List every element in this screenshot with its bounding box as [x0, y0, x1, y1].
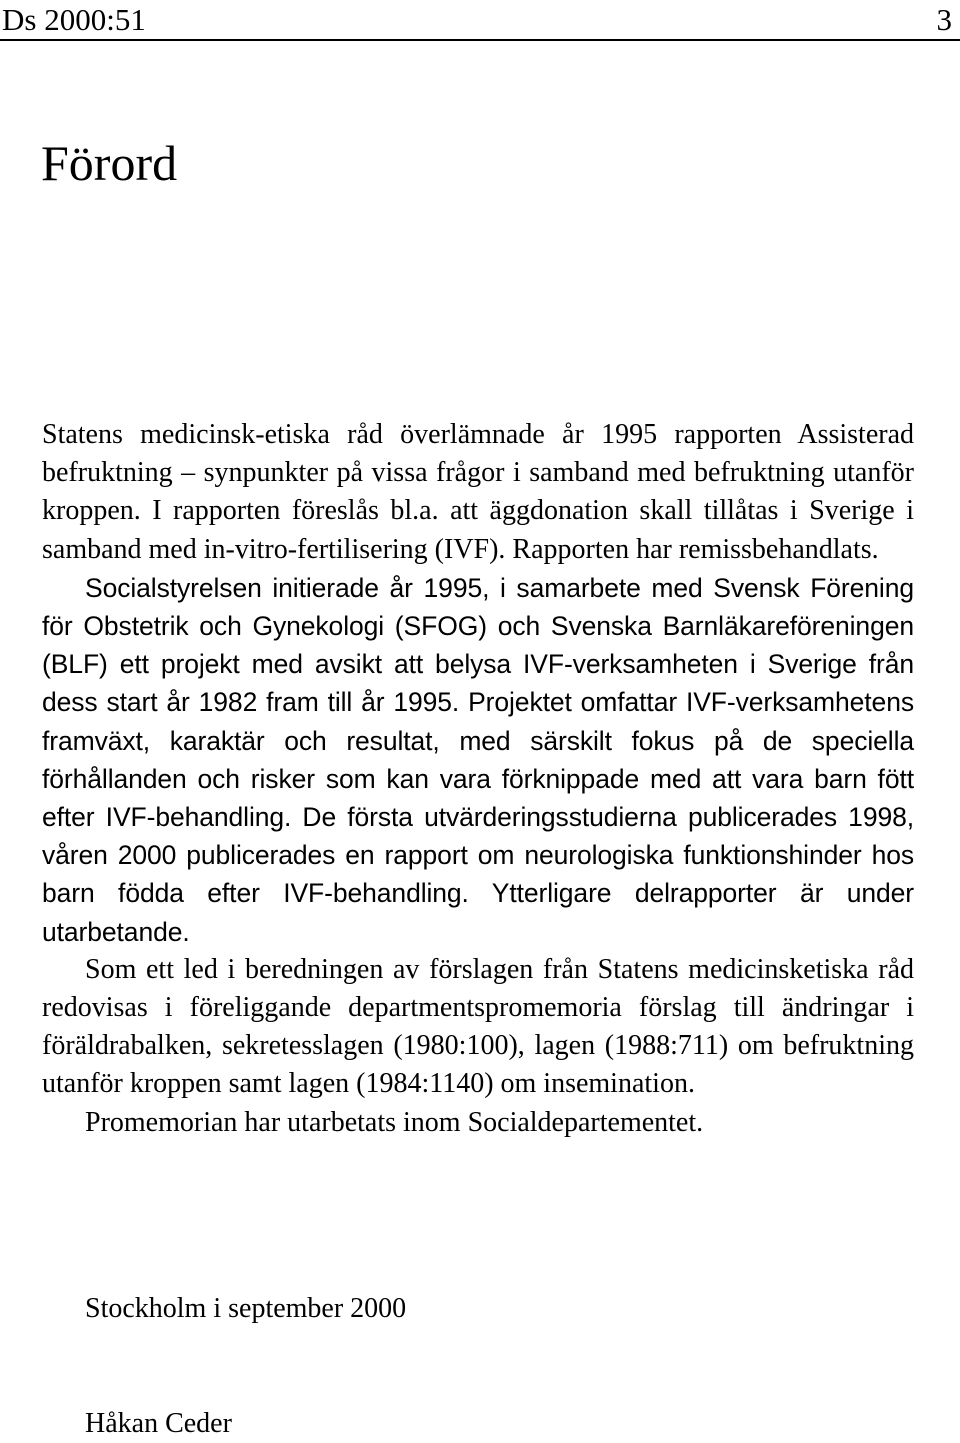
paragraph-authorship: Promemorian har utarbetats inom Socialdepartementet. [85, 1106, 704, 1138]
paragraph-socialstyrelsen: Socialstyrelsen initierade år 1995, i samarbete med Svensk Förening för Obstetrik och Gynekologi (SFOG) och Svenska Barnläkareföreningen (BLF) ett projekt med avsikt att belysa IVF-verksamheten i Sverige från dess start år 1982 fram till år 1995. Projektet omfattar IVF-verksamhetens framväxt, karaktär och resultat, med särskilt fokus på de speciella förhållanden och risker som kan vara förknippade med att vara barn fött efter IVF-behandling. De första utvärderingsstudierna publicerades 1998, våren 2000 publicerades en rapport om neurologiska funktionshinder hos barn födda efter IVF-behandling. Ytterligare delrapporter är under utarbetande. [42, 572, 914, 947]
header-divider [0, 39, 960, 41]
page-header [0, 0, 960, 40]
document-series-number: Ds 2000:51 [2, 2, 146, 37]
body-text [42, 416, 914, 1142]
paragraph-proposals: Som ett led i beredningen av förslagen från Statens medicinsketiska råd redovisas i föreliggande departmentspromemoria förslag till ändringar i föräldrabalken, sekretesslagen (1980:100), lagen (1988:711) om befruktning utanför kroppen samt lagen (1984:1140) om insemination. [42, 953, 914, 1100]
page-title: Förord [41, 135, 178, 191]
signature-name: Håkan Ceder [85, 1408, 232, 1439]
page-number: 3 [936, 2, 952, 37]
paragraph-intro: Statens medicinsk-etiska råd överlämnade år 1995 rapporten Assisterad befruktning – synpunkter på vissa frågor i samband med befruktning utanför kroppen. I rapporten föreslås bl.a. att äggdonation skall tillåtas i Sverige i samband med in-vitro-fertilisering (IVF). Rapporten har remissbehandlats. [42, 419, 914, 565]
place-and-date: Stockholm i september 2000 [85, 1293, 407, 1324]
